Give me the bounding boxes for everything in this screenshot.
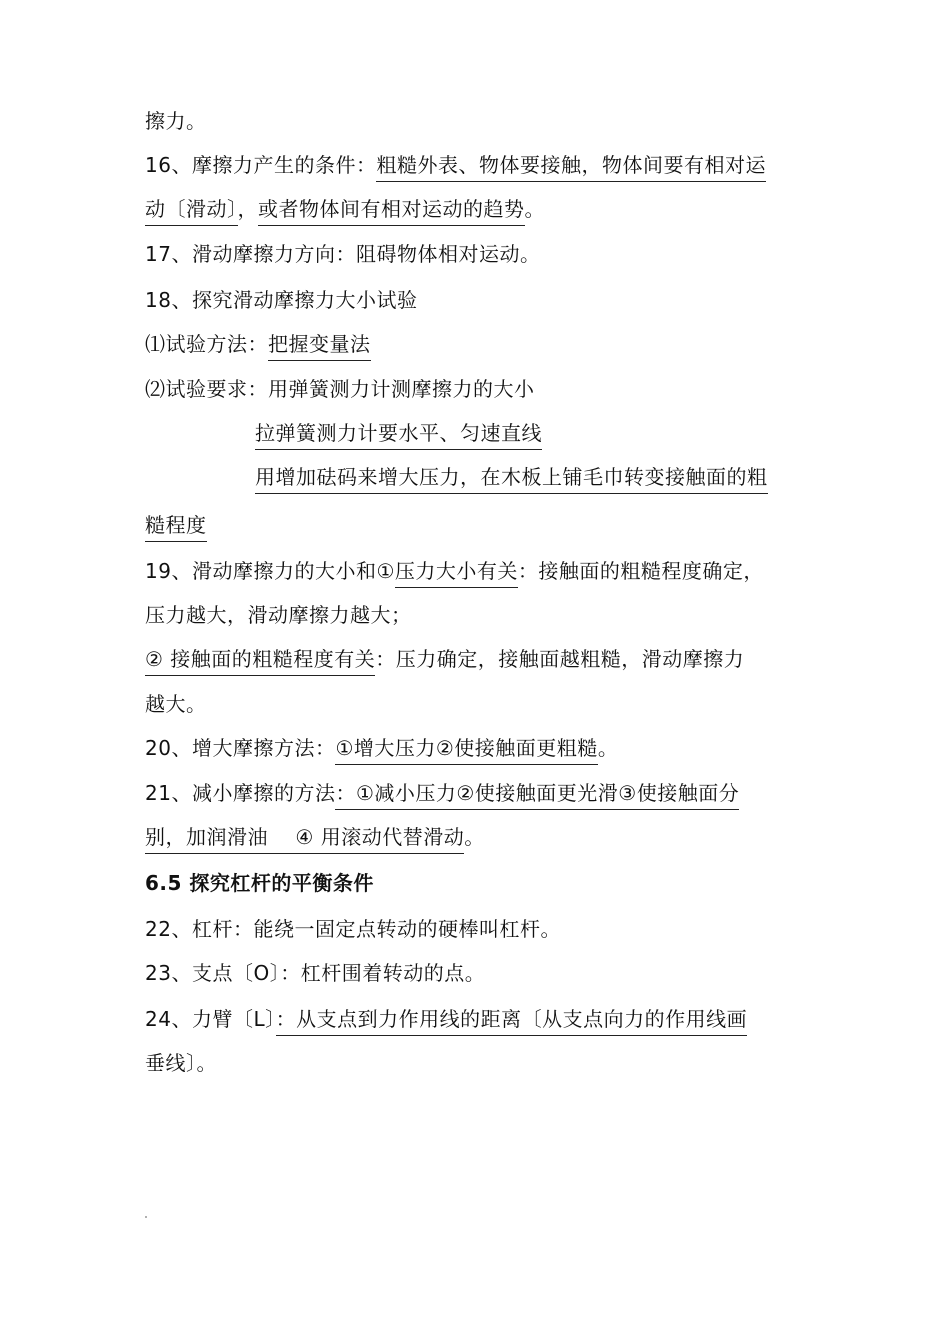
- requirement-line-2-continued: [145, 510, 207, 540]
- item-16-friction-conditions: 16、摩擦力产生的条件：粗糙外表、物体要接触，物体间要有相对运: [145, 150, 766, 180]
- item-24-lever-arm: 24、力臂〔L〕：从支点到力作用线的距离〔从支点向力的作用线画: [145, 1004, 747, 1034]
- item-23-fulcrum: 23、支点〔O〕：杠杆围着转动的点。: [145, 961, 486, 985]
- experiment-requirements: ⑵试验要求：用弹簧测力计测摩擦力的大小: [145, 377, 535, 401]
- item-19-factor-2-continued: 越大。: [145, 692, 207, 716]
- underlined-answer: ：从支点到力作用线的距离〔从支点向力的作用线画: [276, 1007, 748, 1036]
- item-19-factor-2: ② 接触面的粗糙程度有关：压力确定，接触面越粗糙，滑动摩擦力: [145, 644, 744, 674]
- underlined-answer: 粗糙外表、物体要接触，物体间要有相对运: [376, 153, 766, 182]
- item-22-lever: 22、杠杆：能绕一固定点转动的硬棒叫杠杆。: [145, 917, 561, 941]
- underlined-answer: ：①减小压力②使接触面更光滑③使接触面分: [335, 781, 739, 810]
- text-line: 擦力。: [145, 109, 207, 133]
- underlined-answer: 别，加润滑油 ④ 用滚动代替滑动: [145, 825, 464, 854]
- underlined-answer: ② 接触面的粗糙程度有关: [145, 647, 375, 676]
- item-21-continued: 别，加润滑油 ④ 用滚动代替滑动。: [145, 822, 485, 852]
- item-19-friction-factors: 19、滑动摩擦力的大小和①压力大小有关：接触面的粗糙程度确定，: [145, 556, 764, 586]
- stray-dot: [145, 1216, 147, 1218]
- item-18-experiment: 18、探究滑动摩擦力大小试验: [145, 288, 418, 312]
- item-24-continued: 垂线〕。: [145, 1051, 217, 1075]
- underlined-answer: 用增加砝码来增大压力，在木板上铺毛巾转变接触面的粗: [255, 465, 768, 494]
- requirement-line-1: [255, 418, 542, 448]
- underlined-answer: 拉弹簧测力计要水平、匀速直线: [255, 421, 542, 450]
- underlined-answer: 或者物体间有相对运动的趋势: [258, 197, 525, 226]
- section-heading: 6.5 探究杠杆的平衡条件: [145, 871, 374, 895]
- item-19-continued: 压力越大，滑动摩擦力越大；: [145, 603, 412, 627]
- experiment-method: ⑴试验方法：把握变量法: [145, 329, 371, 359]
- underlined-answer: 把握变量法: [268, 332, 371, 361]
- underlined-answer: 压力大小有关: [395, 559, 518, 588]
- item-16-continued: 动〔滑动〕，或者物体间有相对运动的趋势。: [145, 194, 545, 224]
- underlined-answer: ①增大压力②使接触面更粗糙: [335, 736, 597, 765]
- item-17-friction-direction: 17、滑动摩擦力方向：阻碍物体相对运动。: [145, 242, 541, 266]
- underlined-answer: 动〔滑动〕: [145, 197, 238, 226]
- item-21-reduce-friction: 21、减小摩擦的方法：①减小压力②使接触面更光滑③使接触面分: [145, 778, 739, 808]
- underlined-answer: 糙程度: [145, 513, 207, 542]
- item-20-increase-friction: 20、增大摩擦方法：①增大压力②使接触面更粗糙。: [145, 733, 618, 763]
- requirement-line-2: [255, 462, 768, 492]
